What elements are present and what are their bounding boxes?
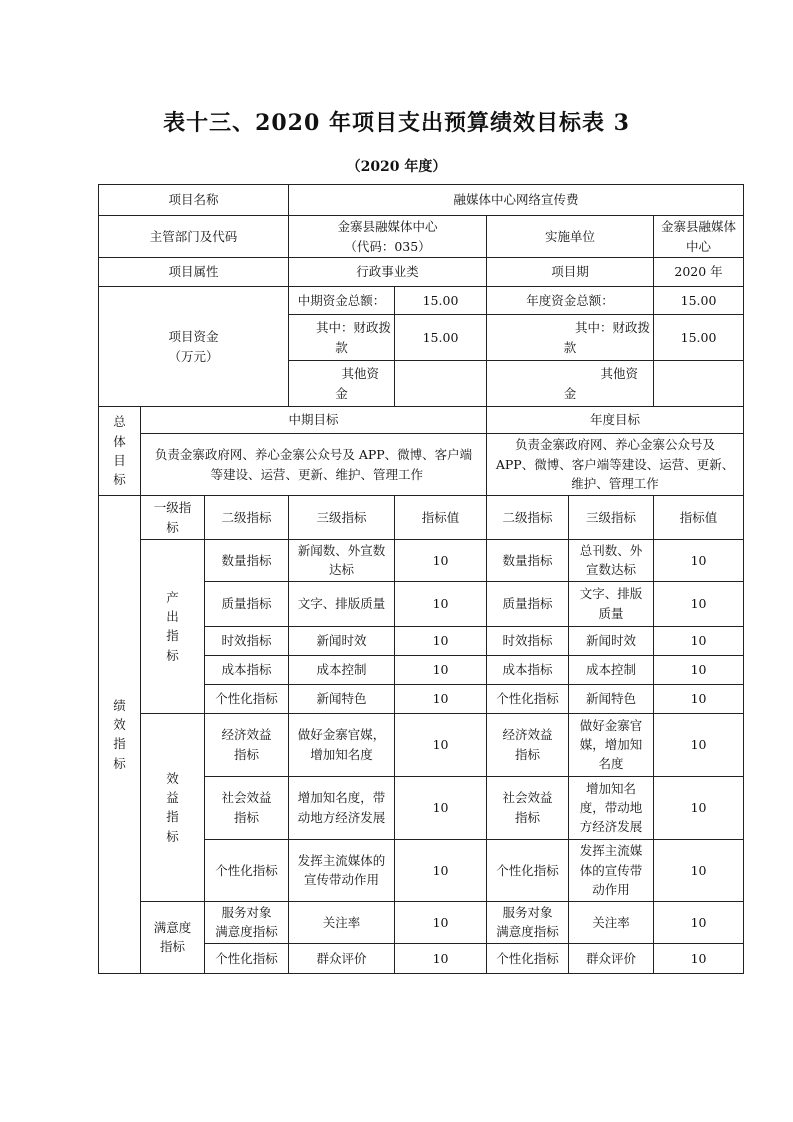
- mid-other-line1: 其他资: [341, 366, 380, 382]
- cell-level3-year: 成本控制: [569, 655, 654, 684]
- cell-level2-year: [487, 713, 569, 776]
- cell-level3: 文字、排版质量: [289, 581, 395, 626]
- cell-level2-year: [487, 776, 569, 839]
- cell-level3-year-line: 媒，增加知: [579, 737, 643, 753]
- cell-level2-year-line: 指标: [515, 746, 541, 762]
- cell-level2-year-line: 满意度指标: [496, 924, 559, 940]
- cell-level2: 时效指标: [205, 626, 289, 655]
- cell-level3-line: 动地方经济发展: [297, 809, 386, 825]
- mid-other-label: [289, 361, 395, 407]
- header-level2-year: 二级指标: [487, 496, 569, 540]
- benefit-char: 效: [166, 770, 179, 786]
- cell-level3: 群众评价: [289, 943, 395, 973]
- cell-value-year: 10: [654, 776, 744, 839]
- cell-level3-year-line: 发挥主流媒: [579, 843, 643, 859]
- cell-level3-year: [569, 713, 654, 776]
- cell-level3-year-line: 增加知名: [586, 780, 637, 796]
- cell-level3-year-line: 宣数达标: [586, 562, 637, 578]
- mid-fiscal-label-line2: 款: [335, 339, 348, 355]
- performance-side-char: 指: [113, 736, 126, 752]
- overall-goals-char: 总: [113, 414, 126, 430]
- cell-value: 10: [395, 655, 487, 684]
- cell-value: 10: [395, 943, 487, 973]
- year-other-line1: 其他资: [600, 366, 639, 382]
- cell-level3-year: 新闻特色: [569, 684, 654, 713]
- project-name-value: 融媒体中心网络宣传费: [289, 185, 744, 216]
- year-other-line2: 金: [563, 385, 577, 401]
- cell-level3: 成本控制: [289, 655, 395, 684]
- benefit-indicators-group: [141, 713, 205, 901]
- impl-label: 实施单位: [487, 216, 654, 258]
- year-goal-line1: 负责金寨政府网、养心金寨公众号及: [515, 437, 716, 453]
- cell-value-year: 10: [654, 901, 744, 943]
- satisfaction-line: 指标: [159, 939, 185, 955]
- performance-side-char: 绩: [113, 697, 126, 713]
- cell-level2: 数量指标: [205, 540, 289, 582]
- year-total-label: 年度资金总额：: [487, 287, 654, 315]
- cell-level3-year: 群众评价: [569, 943, 654, 973]
- page-title: 表十三、2020 年项目支出预算绩效目标表 3: [163, 110, 630, 136]
- year-fiscal-label-line2: 款: [563, 339, 577, 355]
- cell-level3: [289, 839, 395, 901]
- cell-level3-year-line: 体的宣传带: [579, 862, 643, 878]
- output-char: 产: [166, 589, 179, 605]
- attr-value: 行政事业类: [289, 258, 487, 287]
- cell-level3-year-line: 名度: [598, 756, 624, 772]
- dept-label: 主管部门及代码: [99, 216, 289, 258]
- benefit-char: 指: [166, 809, 179, 825]
- mid-goal-line1: 负责金寨政府网、养心金寨公众号及 APP、微博、客户端: [154, 447, 473, 463]
- cell-level3-line: 宣传带动作用: [304, 872, 380, 888]
- cell-value-year: 10: [654, 626, 744, 655]
- satisfaction-indicators-group: [141, 901, 205, 973]
- mid-fiscal-label-line1: 其中：财政拨: [316, 320, 392, 336]
- cell-level2: 成本指标: [205, 655, 289, 684]
- satisfaction-line: 满意度: [153, 919, 192, 935]
- cell-level2: [205, 901, 289, 943]
- dept-line1: 金寨县融媒体中心: [337, 219, 438, 235]
- cell-level3-year-line: 度，带动地: [579, 800, 643, 816]
- cell-level2-line: 社会效益: [221, 790, 272, 806]
- mid-fiscal-value: 15.00: [395, 315, 487, 361]
- row-service-satisfaction: [99, 901, 744, 943]
- cell-level2-year-line: 经济效益: [502, 727, 553, 743]
- overall-goals-char: 体: [113, 433, 126, 449]
- cell-level3: 新闻时效: [289, 626, 395, 655]
- cell-level2-year: 个性化指标: [487, 684, 569, 713]
- overall-goals-char: 标: [113, 472, 126, 488]
- year-other-value: [654, 361, 744, 407]
- performance-indicators-side: [99, 496, 141, 974]
- year-goal-text: [487, 434, 744, 496]
- year-other-label: [487, 361, 654, 407]
- row-economic: [99, 713, 744, 776]
- cell-level2: 个性化指标: [205, 839, 289, 901]
- cell-value: 10: [395, 901, 487, 943]
- cell-level2: 个性化指标: [205, 684, 289, 713]
- header-level1-line2: 标: [166, 519, 179, 535]
- cell-level2-year: 质量指标: [487, 581, 569, 626]
- cell-level3-year: [569, 839, 654, 901]
- cell-level3-year-line: 做好金寨官: [579, 717, 643, 733]
- year-goal-header: 年度目标: [487, 407, 744, 434]
- cell-level3-year-line: 文字、排版: [579, 586, 643, 602]
- cell-level2: 质量指标: [205, 581, 289, 626]
- cell-level2-year-line: 社会效益: [502, 790, 553, 806]
- header-level2: 二级指标: [205, 496, 289, 540]
- cell-value: 10: [395, 540, 487, 582]
- year-total-value: 15.00: [654, 287, 744, 315]
- output-char: 标: [166, 647, 179, 663]
- mid-fiscal-label: [289, 315, 395, 361]
- cell-level3: [289, 713, 395, 776]
- impl-line1: 金寨县融媒体: [661, 219, 737, 235]
- cell-level2-line: 指标: [234, 809, 260, 825]
- cell-level3-year: 新闻时效: [569, 626, 654, 655]
- header-level3: 三级指标: [289, 496, 395, 540]
- output-indicators-group: [141, 540, 205, 714]
- impl-value: [654, 216, 744, 258]
- row-indicator-header: [99, 496, 744, 540]
- header-value: 指标值: [395, 496, 487, 540]
- cell-level2: [205, 776, 289, 839]
- year-fiscal-value: 15.00: [654, 315, 744, 361]
- header-level1-line1: 一级指: [153, 500, 192, 516]
- funds-label-line1: 项目资金: [168, 329, 219, 345]
- cell-level2-line: 服务对象: [221, 904, 272, 920]
- cell-level3-year: [569, 581, 654, 626]
- cell-value-year: 10: [654, 713, 744, 776]
- overall-goals-char: 目: [113, 453, 126, 468]
- cell-level2-year: 个性化指标: [487, 839, 569, 901]
- funds-label: [99, 287, 289, 407]
- cell-level2-year: 时效指标: [487, 626, 569, 655]
- row-project-name: [99, 185, 744, 216]
- output-char: 指: [166, 628, 179, 644]
- cell-level3-line: 做好金寨官媒，: [297, 727, 386, 743]
- cell-value-year: 10: [654, 655, 744, 684]
- cell-level3-year-line: 总刊数、外: [579, 543, 643, 558]
- header-level3-year: 三级指标: [569, 496, 654, 540]
- cell-level3-year-line: 方经济发展: [579, 819, 643, 835]
- cell-level2-year: 数量指标: [487, 540, 569, 582]
- cell-level3: 新闻特色: [289, 684, 395, 713]
- cell-level3-line: 发挥主流媒体的: [297, 852, 386, 868]
- cell-level3: 关注率: [289, 901, 395, 943]
- cell-level2-year-line: 指标: [515, 809, 541, 825]
- mid-goal-header: 中期目标: [141, 407, 487, 434]
- cell-level2-year: 个性化指标: [487, 943, 569, 973]
- dept-value: [289, 216, 487, 258]
- period-value: 2020 年: [654, 258, 744, 287]
- cell-level3-year: 关注率: [569, 901, 654, 943]
- performance-side-char: 效: [113, 717, 126, 732]
- output-char: 出: [166, 609, 179, 624]
- mid-other-value: [395, 361, 487, 407]
- overall-goals-side: [99, 407, 141, 496]
- cell-value-year: 10: [654, 684, 744, 713]
- project-name-label: 项目名称: [99, 185, 289, 216]
- cell-level3-line: 达标: [329, 562, 355, 578]
- dept-line2: （代码：035）: [344, 238, 431, 254]
- year-fiscal-label-line1: 其中：财政拨: [575, 320, 651, 336]
- mid-goal-text: [141, 434, 487, 496]
- row-funds-total: [99, 287, 744, 315]
- cell-value: 10: [395, 626, 487, 655]
- row-goals-header: [99, 407, 744, 434]
- mid-goal-line2: 等建设、运营、更新、维护、管理工作: [210, 466, 424, 482]
- cell-level3-line: 新闻数、外宣数: [297, 543, 386, 558]
- cell-level2-year-line: 服务对象: [502, 904, 553, 920]
- cell-level2: [205, 713, 289, 776]
- cell-level3-year-line: 质量: [598, 605, 624, 621]
- row-attribute: [99, 258, 744, 287]
- impl-line2: 中心: [686, 238, 712, 254]
- cell-value: 10: [395, 713, 487, 776]
- cell-level2: 个性化指标: [205, 943, 289, 973]
- cell-level2-year: [487, 901, 569, 943]
- year-goal-line2: APP、微博、客户端等建设、运营、更新、: [495, 456, 735, 472]
- header-value-year: 指标值: [654, 496, 744, 540]
- cell-value-year: 10: [654, 943, 744, 973]
- cell-level3-year: [569, 776, 654, 839]
- cell-level3: [289, 776, 395, 839]
- cell-level2-line: 指标: [234, 746, 260, 762]
- row-goals-text: [99, 434, 744, 496]
- cell-level3-line: 增加知名度: [310, 746, 373, 762]
- cell-level3-line: 增加知名度，带: [297, 790, 386, 806]
- cell-level3-year: [569, 540, 654, 582]
- mid-total-label: 中期资金总额：: [289, 287, 395, 315]
- cell-value: 10: [395, 839, 487, 901]
- year-goal-line3: 维护、管理工作: [571, 476, 659, 492]
- benefit-char: 益: [166, 789, 179, 805]
- cell-level2-line: 满意度指标: [215, 924, 278, 940]
- benefit-char: 标: [166, 828, 179, 844]
- row-department: [99, 216, 744, 258]
- performance-side-char: 标: [113, 755, 126, 771]
- cell-level3-year-line: 动作用: [592, 881, 630, 897]
- page-subtitle: （2020 年度）: [346, 159, 447, 175]
- cell-value-year: 10: [654, 839, 744, 901]
- cell-level2-line: 经济效益: [221, 727, 272, 743]
- attr-label: 项目属性: [99, 258, 289, 287]
- mid-total-value: 15.00: [395, 287, 487, 315]
- cell-value: 10: [395, 684, 487, 713]
- performance-table: [98, 184, 744, 974]
- cell-level2-year: 成本指标: [487, 655, 569, 684]
- year-fiscal-label: [487, 315, 654, 361]
- period-label: 项目期: [487, 258, 654, 287]
- cell-value-year: 10: [654, 581, 744, 626]
- mid-other-line2: 金: [335, 385, 348, 401]
- row-quantity: [99, 540, 744, 582]
- cell-level3: [289, 540, 395, 582]
- cell-value-year: 10: [654, 540, 744, 582]
- header-level1: [141, 496, 205, 540]
- cell-value: 10: [395, 776, 487, 839]
- funds-label-line2: （万元）: [168, 348, 219, 364]
- cell-value: 10: [395, 581, 487, 626]
